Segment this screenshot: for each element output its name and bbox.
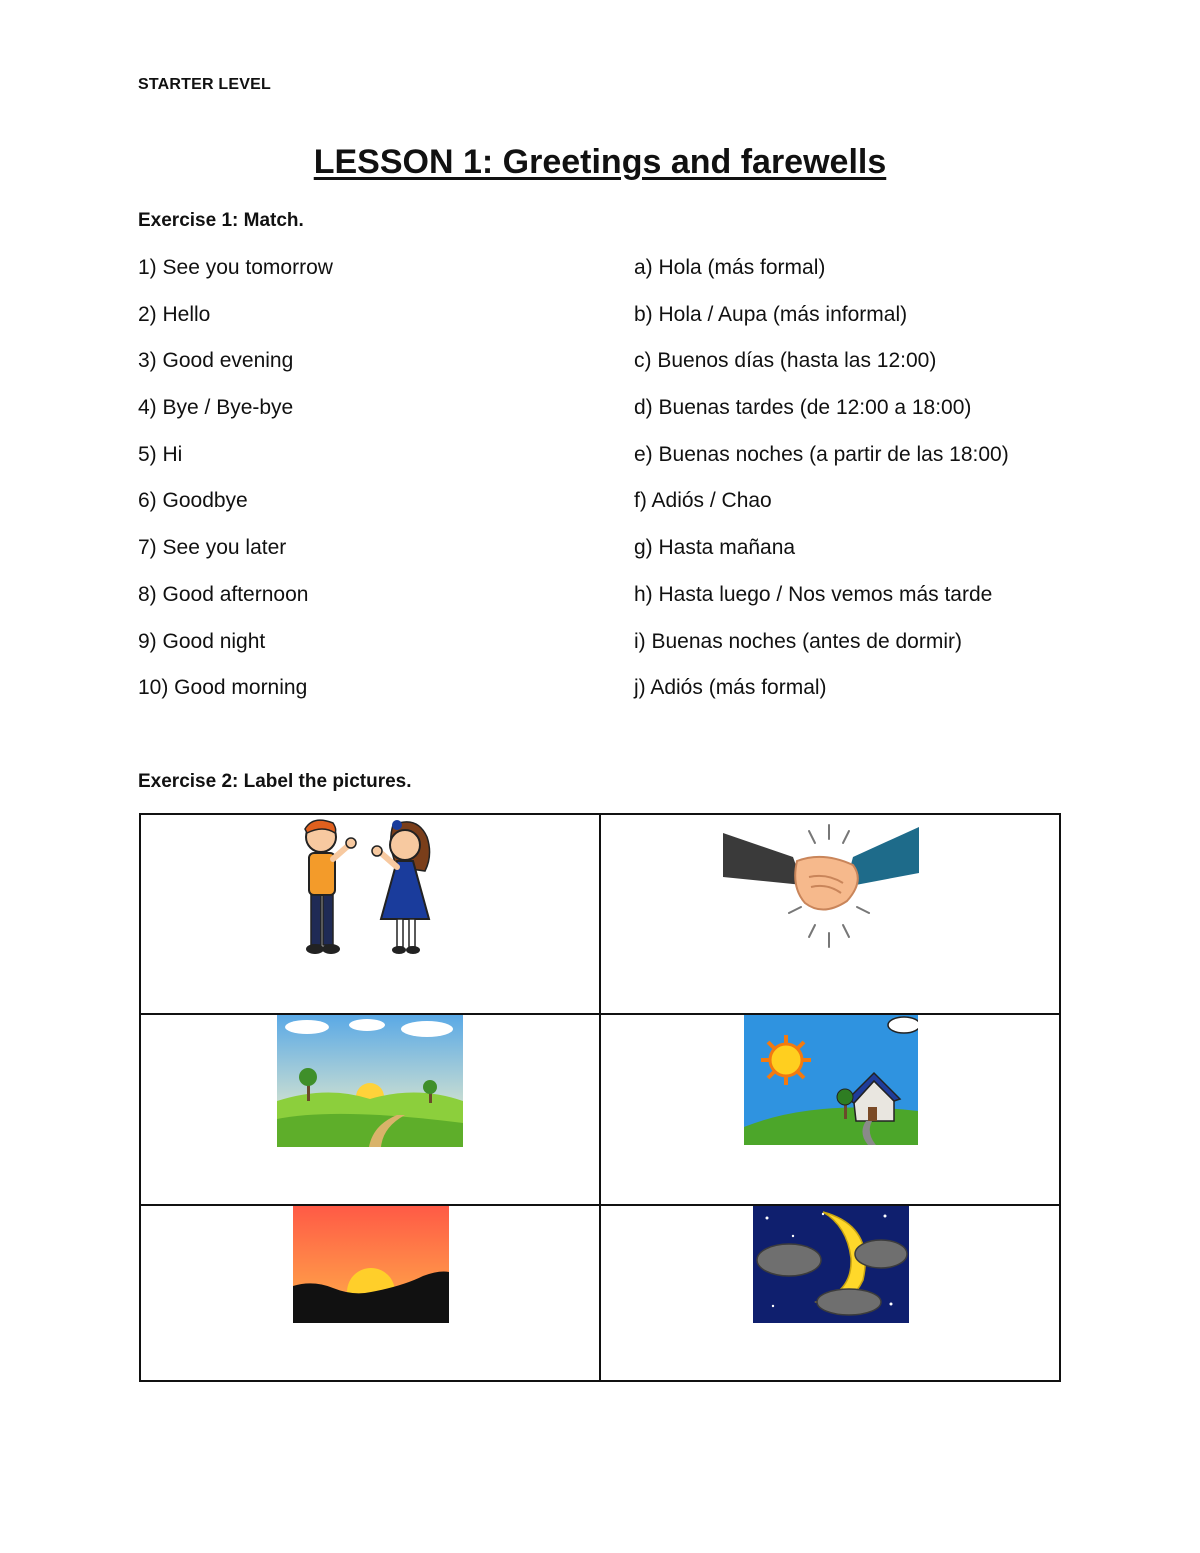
list-item: h) Hasta luego / Nos vemos más tarde (634, 582, 993, 606)
list-item: 10) Good morning (138, 676, 308, 700)
list-item: e) Buenas noches (a partir de las 18:00) (634, 442, 1009, 466)
list-item: 2) Hello (138, 302, 211, 326)
starter-level-label: STARTER LEVEL (138, 76, 271, 93)
sunset-evening-icon (293, 1206, 449, 1323)
list-item: 4) Bye / Bye-bye (138, 396, 294, 420)
list-item: 9) Good night (138, 629, 266, 653)
picture-cell (140, 1014, 600, 1205)
list-item: j) Adiós (más formal) (634, 676, 827, 700)
picture-cell (600, 1205, 1060, 1381)
handshake-icon (723, 821, 935, 955)
picture-cell (140, 814, 600, 1014)
pictures-table (139, 813, 1061, 1382)
picture-cell (140, 1205, 600, 1381)
exercise-1-heading: Exercise 1: Match. (138, 210, 304, 231)
list-item: g) Hasta mañana (634, 536, 796, 560)
list-item: d) Buenas tardes (de 12:00 a 18:00) (634, 396, 972, 420)
list-item: i) Buenas noches (antes de dormir) (634, 629, 962, 653)
lesson-title: LESSON 1: Greetings and farewells (313, 143, 887, 181)
spanish-expressions-list (634, 255, 1009, 722)
exercise-2-heading: Exercise 2: Label the pictures. (138, 771, 412, 792)
list-item: f) Adiós / Chao (634, 489, 772, 513)
picture-cell (600, 1014, 1060, 1205)
list-item: 1) See you tomorrow (138, 256, 333, 279)
list-item: 7) See you later (138, 536, 287, 560)
morning-sunrise-icon (277, 1015, 463, 1147)
english-expressions-list (138, 255, 333, 722)
list-item: 5) Hi (138, 442, 183, 466)
afternoon-sun-house-icon (744, 1015, 918, 1145)
picture-cell (600, 814, 1060, 1014)
list-item: 6) Goodbye (138, 489, 248, 513)
list-item: a) Hola (más formal) (634, 256, 826, 279)
list-item: 8) Good afternoon (138, 582, 309, 606)
list-item: 3) Good evening (138, 349, 294, 373)
list-item: b) Hola / Aupa (más informal) (634, 302, 908, 326)
night-moon-icon (753, 1206, 909, 1323)
list-item: c) Buenos días (hasta las 12:00) (634, 349, 937, 373)
children-waving-icon (293, 815, 449, 960)
